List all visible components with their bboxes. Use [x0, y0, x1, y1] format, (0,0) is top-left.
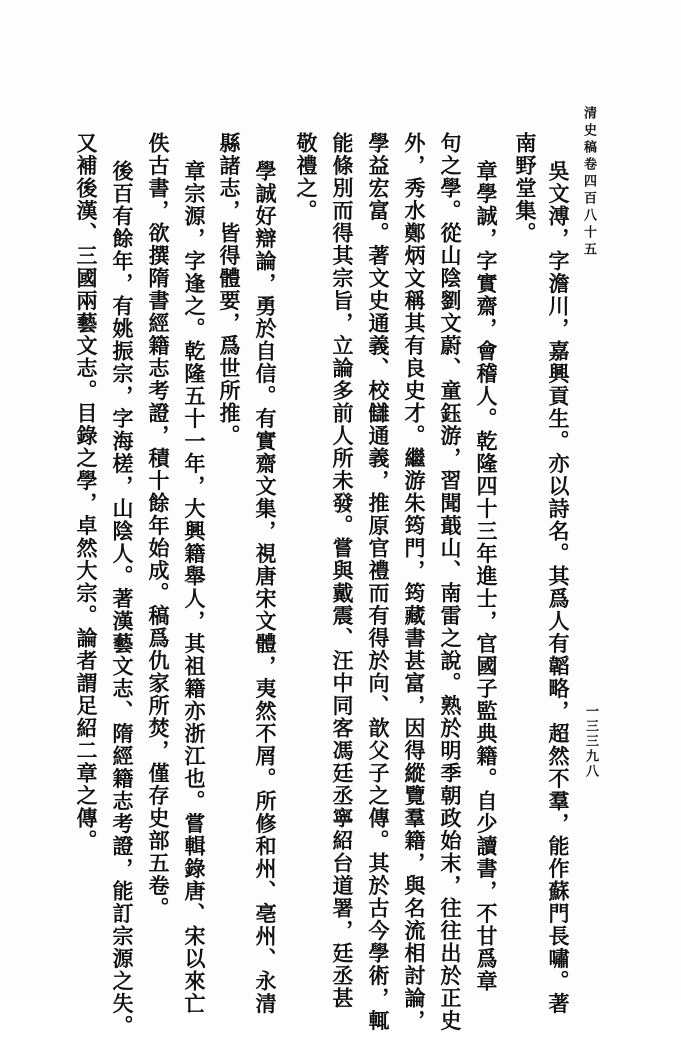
text-column-1: 南野堂集。	[513, 132, 538, 245]
text-column-11: 章宗源，字逢之。乾隆五十一年，大興籍舉人，其祖籍亦浙江也。嘗輯錄唐、宋以來亡	[182, 160, 207, 1015]
text-column-6: 學益宏富。著文史通義、校讎通義，推原官禮而有得於向、歆父子之傳。其於古今學術，輒	[366, 132, 391, 1032]
text-column-2: 吳文溥，字澹川，嘉興貢生。亦以詩名。其爲人有韜略，超然不羣，能作蘇門長嘯。著	[546, 160, 571, 1015]
text-column-12: 佚古書，欲撰隋書經籍志考證，積十餘年始成。稿爲仇家所焚，僅存史部五卷。	[146, 132, 171, 920]
text-column-4: 句之學。從山陰劉文蔚、童鈺游，習聞蕺山、南雷之說。熟於明季朝政始末，往往出於正史	[438, 132, 463, 1032]
running-header-title: 清史稿卷四百八十五	[581, 106, 596, 259]
text-column-5: 外，秀水鄭炳文稱其有良史才。繼游朱筠門，筠藏書甚富，因得縱覽羣籍，與名流相討論，	[402, 132, 427, 1032]
text-column-8: 敬禮之。	[294, 132, 319, 222]
text-column-9: 學誠好辯論，勇於自信。有實齋文集，視唐宋文體，夷然不屑。所修和州、亳州、永清	[253, 160, 278, 1015]
page-number: 一三三九八	[583, 704, 598, 779]
text-column-10: 縣諸志，皆得體要，爲世所推。	[217, 132, 242, 447]
text-column-3: 章學誠，字實齋，會稽人。乾隆四十三年進士，官國子監典籍。自少讀書，不甘爲章	[474, 160, 499, 993]
text-column-14: 又補後漢、三國兩藝文志。目錄之學，卓然大宗。論者謂足紹二章之傳。	[74, 132, 99, 852]
text-column-13: 後百有餘年，有姚振宗，字海槎，山陰人。著漢藝文志、隋經籍志考證，能訂宗源之失。	[110, 160, 135, 1038]
text-column-7: 能條別而得其宗旨，立論多前人所未發。嘗與戴震、汪中同客馮廷丞寧紹台道署，廷丞甚	[330, 132, 355, 1010]
